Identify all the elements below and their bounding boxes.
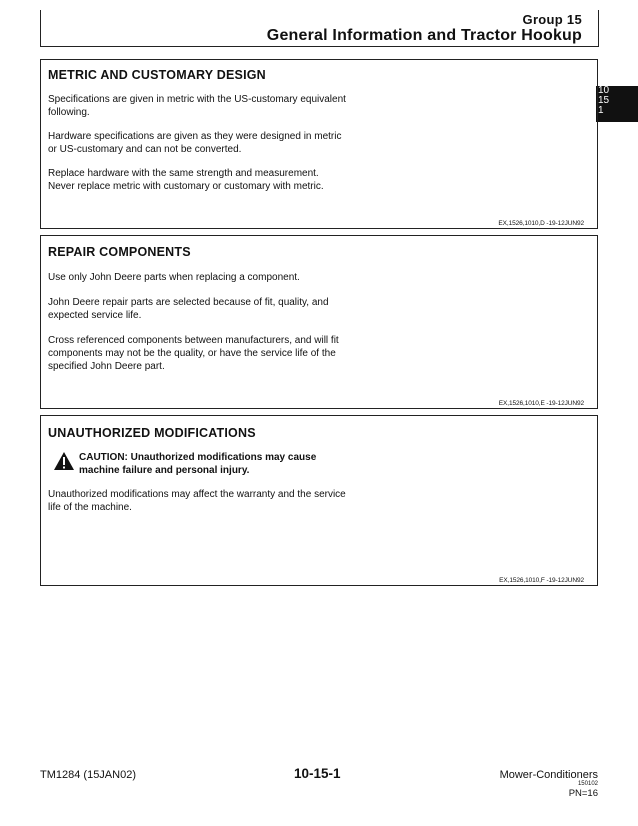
- section-tab-line: 15: [598, 95, 610, 106]
- paragraph: Replace hardware with the same strength and measurement. Never replace metric with customary or customary with metric.: [48, 168, 324, 192]
- section-tab: [596, 86, 638, 122]
- section-tab-line: 1: [598, 105, 604, 116]
- section-title: REPAIR COMPONENTS: [48, 245, 191, 259]
- section-metric-customary: [40, 59, 598, 229]
- section-repair-components: [40, 235, 598, 409]
- paragraph: Unauthorized modifications may affect the warranty and the service life of the machine.: [48, 489, 346, 513]
- paragraph: Hardware specifications are given as they were designed in metric or US-customary and can not be converted.: [48, 131, 342, 155]
- section-title: UNAUTHORIZED MODIFICATIONS: [48, 426, 256, 440]
- reference-code: EX,1526,1010,D -19-12JUN92: [498, 220, 584, 227]
- reference-code: EX,1526,1010,F -19-12JUN92: [499, 577, 584, 584]
- print-code: 150102: [577, 781, 598, 787]
- manual-id: TM1284 (15JAN02): [40, 769, 136, 781]
- pn-number: PN=16: [568, 788, 598, 799]
- paragraph: Specifications are given in metric with the US-customary equivalent following.: [48, 94, 346, 118]
- section-unauthorized-modifications: [40, 415, 598, 586]
- header-bottom-rule: [40, 46, 599, 47]
- reference-code: EX,1526,1010,E -19-12JUN92: [498, 400, 584, 407]
- page-title: General Information and Tractor Hookup: [266, 27, 582, 44]
- caution-triangle-icon: [53, 451, 75, 471]
- section-tab-line: 10: [598, 85, 610, 96]
- paragraph: Cross referenced components between manufacturers, and will fit components may not be the quality, or have the service life of the specified John Deere part.: [48, 335, 339, 372]
- paragraph: John Deere repair parts are selected because of fit, quality, and expected service life.: [48, 297, 329, 321]
- paragraph: Use only John Deere parts when replacing a component.: [48, 272, 300, 283]
- page-number: 10-15-1: [294, 766, 341, 781]
- caution-text: CAUTION: Unauthorized modifications may cause machine failure and personal injury.: [79, 452, 317, 476]
- header-right-rule: [598, 10, 599, 46]
- product-name: Mower-Conditioners: [499, 769, 598, 781]
- header-left-rule: [40, 10, 41, 46]
- section-title: METRIC AND CUSTOMARY DESIGN: [48, 68, 266, 82]
- group-label: Group 15: [522, 12, 582, 27]
